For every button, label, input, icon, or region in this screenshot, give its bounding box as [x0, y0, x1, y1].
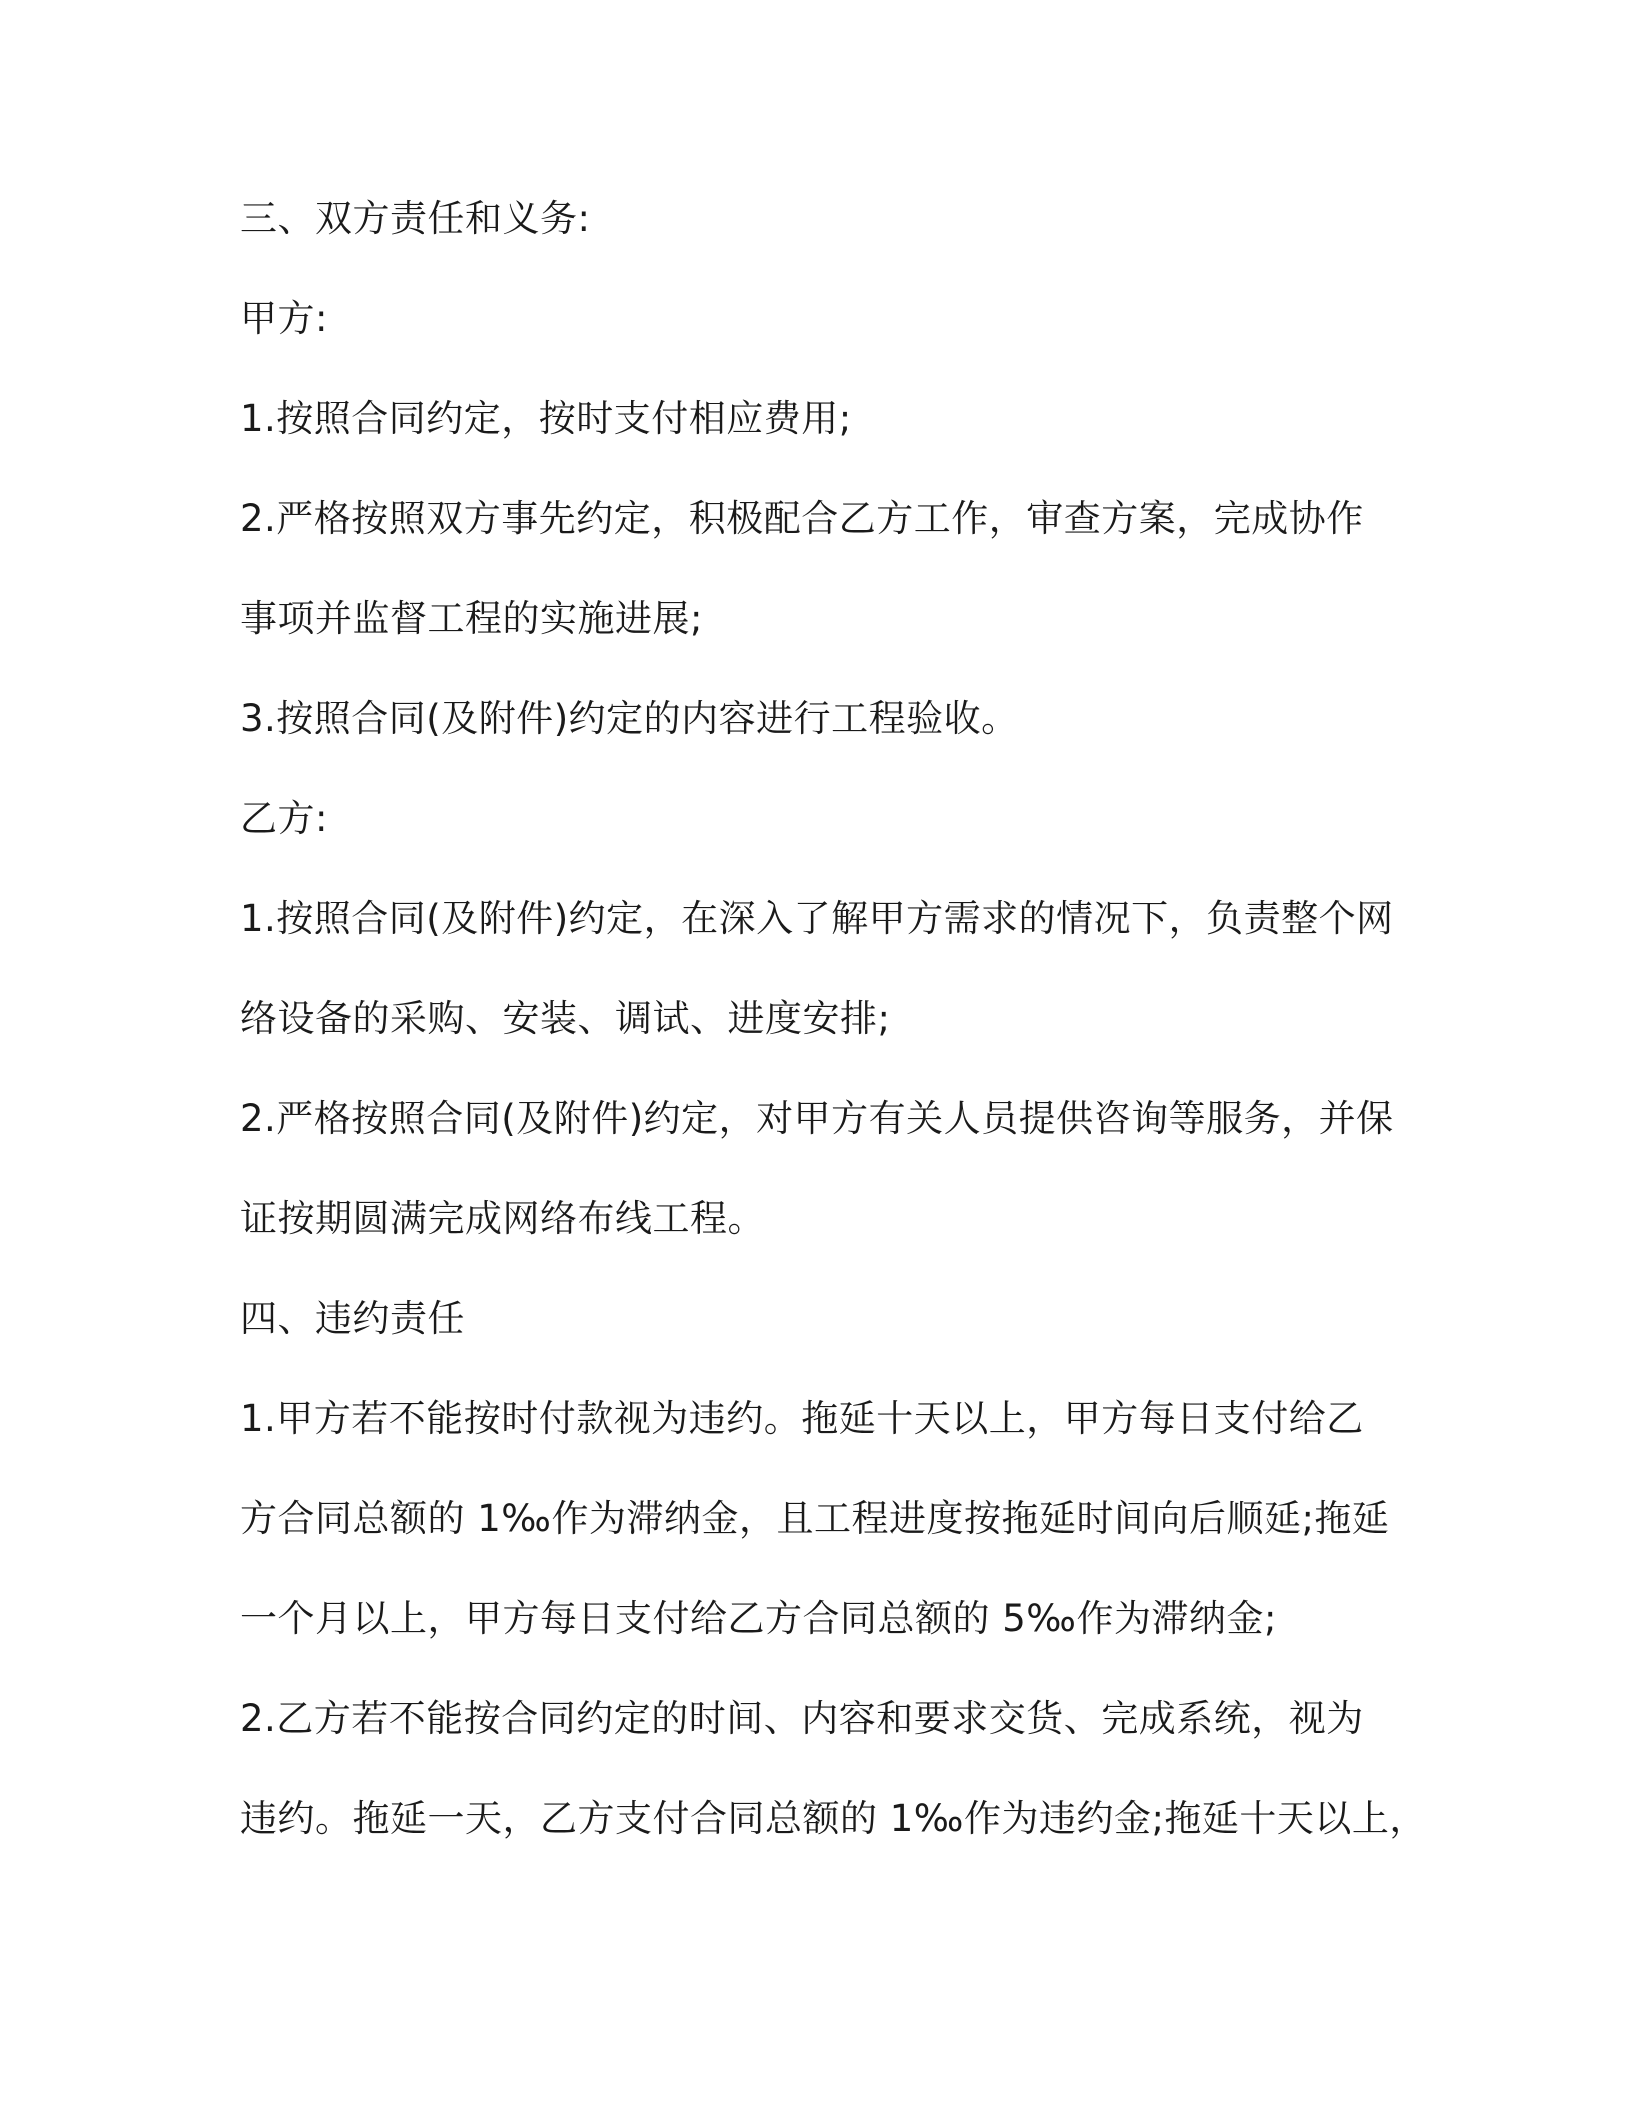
party-a-clause-2-line-1: 2.严格按照双方事先约定，积极配合乙方工作，审查方案，完成协作 — [240, 497, 1364, 540]
party-b-clause-2-line-2: 证按期圆满完成网络布线工程。 — [240, 1197, 765, 1240]
section-heading-responsibilities: 三、双方责任和义务: — [240, 197, 591, 240]
breach-clause-2-line-2: 违约。拖延一天，乙方支付合同总额的 1‰作为违约金;拖延十天以上， — [240, 1797, 1427, 1840]
party-b-heading: 乙方: — [240, 797, 328, 840]
party-a-heading: 甲方: — [240, 297, 328, 340]
party-a-clause-2-line-2: 事项并监督工程的实施进展; — [240, 597, 703, 640]
party-b-clause-1-line-2: 络设备的采购、安装、调试、进度安排; — [240, 997, 891, 1040]
party-b-clause-2-line-1: 2.严格按照合同(及附件)约定，对甲方有关人员提供咨询等服务，并保 — [240, 1097, 1394, 1140]
breach-clause-1-line-2: 方合同总额的 1‰作为滞纳金，且工程进度按拖延时间向后顺延;拖延 — [240, 1497, 1390, 1540]
party-b-clause-1-line-1: 1.按照合同(及附件)约定，在深入了解甲方需求的情况下，负责整个网 — [240, 897, 1394, 940]
party-a-clause-1: 1.按照合同约定，按时支付相应费用; — [240, 397, 852, 440]
breach-clause-2-line-1: 2.乙方若不能按合同约定的时间、内容和要求交货、完成系统，视为 — [240, 1697, 1364, 1740]
breach-clause-1-line-3: 一个月以上，甲方每日支付给乙方合同总额的 5‰作为滞纳金; — [240, 1597, 1277, 1640]
section-heading-breach: 四、违约责任 — [240, 1297, 465, 1340]
breach-clause-1-line-1: 1.甲方若不能按时付款视为违约。拖延十天以上，甲方每日支付给乙 — [240, 1397, 1364, 1440]
party-a-clause-3: 3.按照合同(及附件)约定的内容进行工程验收。 — [240, 697, 1019, 740]
